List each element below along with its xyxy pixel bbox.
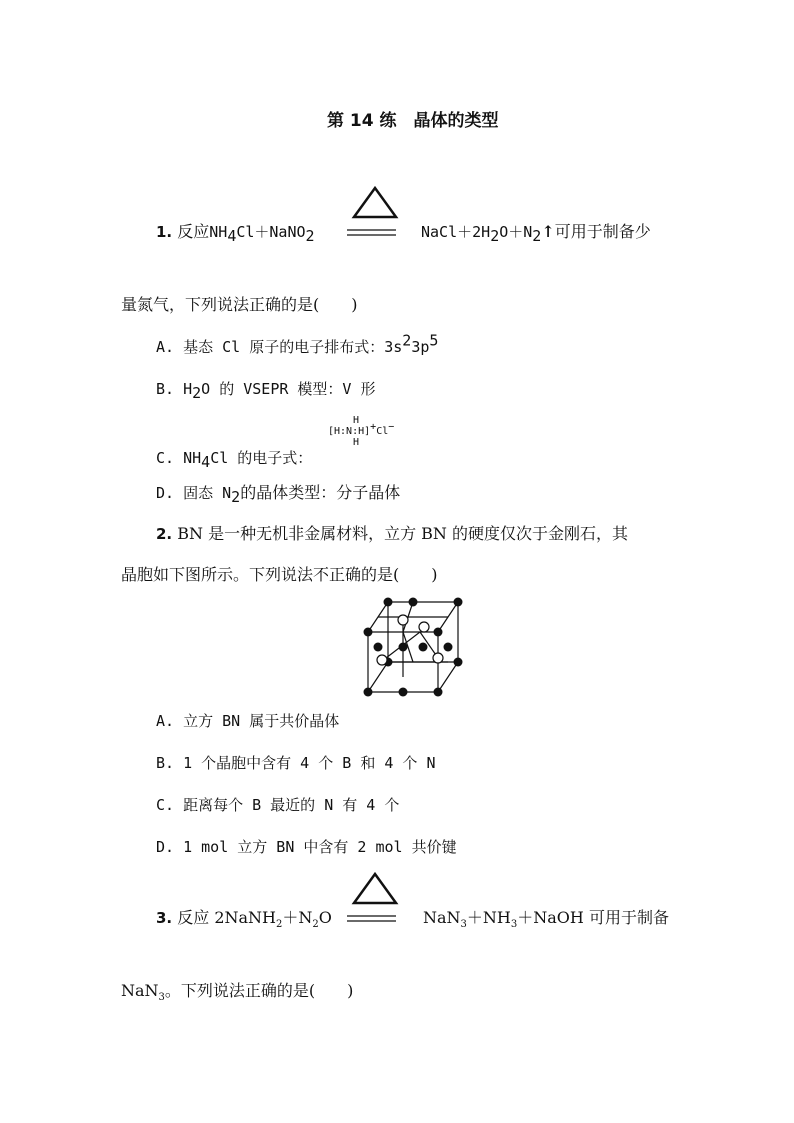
q2-option-a: A. 立方 BN 属于共价晶体	[156, 712, 340, 730]
heating-condition-icon	[345, 186, 405, 246]
question-1-line-2: 量氮气，下列说法正确的是( )	[121, 295, 358, 314]
q1-reactant-1: NH	[209, 223, 228, 241]
q1-option-a: A. 基态 Cl 原子的电子排布式：$3s^23p^5$	[156, 331, 439, 356]
question-3-line-2: NaN$_3$。下列说法正确的是( )	[121, 981, 354, 1004]
q2-option-b: B. 1 个晶胞中含有 4 个 B 和 4 个 N	[156, 754, 436, 772]
q1-intro: 反应	[177, 222, 210, 241]
question-3-products: $NaN_3+NH_3+NaOH$ 可用于制备	[423, 908, 669, 931]
q1-option-c: C. $NH_4Cl$ 的电子式：	[156, 449, 313, 472]
question-2-number: 2.	[156, 525, 173, 543]
q1-option-b: B. $H_2O$ 的 VSEPR 模型：V 形	[156, 380, 376, 403]
heating-condition-icon-2	[345, 872, 405, 932]
q1-option-d: D. 固态 $N_2$的晶体类型：分子晶体	[156, 483, 401, 507]
gas-arrow-icon: ↑	[541, 222, 555, 241]
electron-formula: H [H:N:H]+Cl− H	[328, 415, 395, 448]
question-3-line-1: 3. 反应 $2NaNH_2+N_2O$	[156, 908, 332, 931]
question-2-line-1: 2. BN 是一种无机非金属材料，立方 BN 的硬度仅次于金刚石，其	[156, 524, 629, 543]
question-1-number: 1.	[156, 223, 173, 241]
bn-unit-cell-diagram	[358, 592, 468, 702]
page-title: 第 14 练 晶体的类型	[327, 111, 499, 131]
question-3-number: 3.	[156, 909, 173, 927]
question-1-line-1: 1. 反应$NH_4Cl+NaNO_2$	[156, 222, 315, 246]
question-1-products: $NaCl+2H_2O+N_2↑$可用于制备少	[421, 222, 651, 246]
question-2-line-2: 晶胞如下图所示。下列说法不正确的是( )	[121, 565, 438, 584]
q2-option-c: C. 距离每个 B 最近的 N 有 4 个	[156, 796, 400, 814]
q2-option-d: D. 1 mol 立方 BN 中含有 2 mol 共价键	[156, 838, 457, 856]
q1-reactant-tail: Cl＋NaNO	[236, 223, 306, 241]
